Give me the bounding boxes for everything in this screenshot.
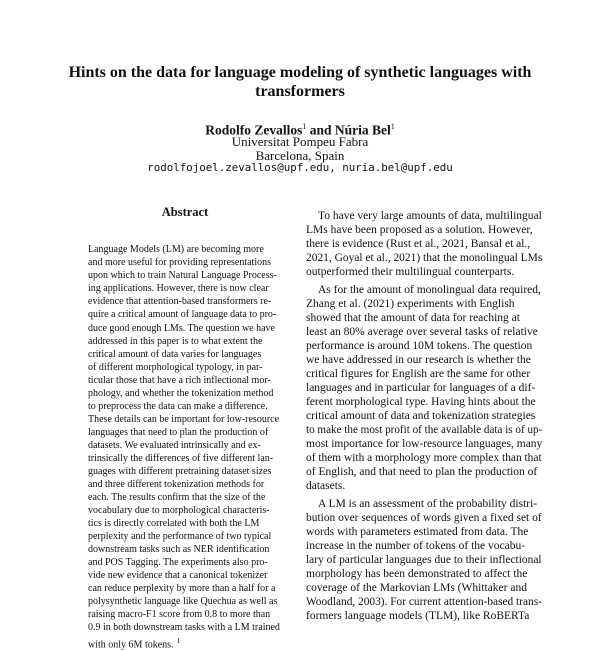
- title-line: transformers: [255, 83, 345, 100]
- body-line: outperformed their multilingual counterparts.: [306, 266, 515, 278]
- abstract-line: perplexity and the performance of two typical: [88, 531, 272, 542]
- body-line: ferent morphological type. Having hints about the: [306, 396, 536, 408]
- body-line: LMs have been proposed as a solution. However,: [306, 224, 533, 236]
- abstract-line: critical amount of data varies for languages: [88, 349, 262, 360]
- body-line: formers language models (TLM), like RoBERTa: [306, 610, 530, 622]
- abstract-line: vocabulary due to morphological characteris-: [88, 505, 270, 516]
- body-line: showed that the amount of data for reaching at: [306, 312, 520, 324]
- abstract-line: 0.9 in both downstream tasks with a LM trained: [88, 622, 280, 633]
- abstract-line: vide new evidence that a canonical tokenizer: [88, 570, 268, 581]
- body-line: of them with a morphology more complex than that: [306, 452, 542, 464]
- title-line: Hints on the data for language modeling of synthetic languages with: [68, 64, 532, 81]
- abstract-line: of different morphological typology, in par-: [88, 362, 263, 373]
- abstract-line: and POS Tagging. The experiments also pro-: [88, 557, 268, 568]
- abstract-line: phology, and whether the tokenization method: [88, 388, 274, 399]
- abstract-line: polysynthetic language like Quechua as well as: [88, 596, 278, 607]
- abstract-line: to preprocess the data can make a difference.: [88, 401, 268, 412]
- body-line: bution over sequences of words given a fixed set of: [306, 512, 542, 524]
- location: Barcelona, Spain: [255, 148, 345, 163]
- abstract-line: downstream tasks such as NER identification: [88, 544, 270, 555]
- abstract-line: and more useful for providing representations: [88, 257, 272, 268]
- abstract-line: guages with different pretraining dataset sizes: [88, 466, 272, 477]
- author-affil-mark: 1: [390, 122, 395, 131]
- body-line: to make the most profit of the available data is of up-: [306, 424, 543, 436]
- body-line: A LM is an assessment of the probability distri-: [318, 498, 538, 510]
- author-affil-mark: 1: [302, 122, 307, 131]
- body-line: To have very large amounts of data, multilingual: [318, 210, 542, 222]
- abstract-line: These details can be important for low-resource: [88, 414, 280, 425]
- author-name: Rodolfo Zevallos: [205, 122, 303, 138]
- abstract-line: with only 6M tokens. $^1$: [88, 637, 181, 651]
- abstract-line: ing applications. However, there is now clear: [88, 283, 269, 294]
- body-line: most importance for low-resource languages, many: [306, 438, 543, 450]
- body-line: Zhang et al. (2021) experiments with English: [306, 298, 515, 310]
- body-line: least an 80% average over several tasks of relative: [306, 326, 538, 338]
- abstract-line: upon which to train Natural Language Process-: [88, 270, 277, 281]
- body-line: coverage of the Markovian LMs (Whittaker and: [306, 582, 527, 594]
- author-separator: and: [306, 122, 335, 138]
- body-line: critical amount of data and tokenization strategies: [306, 410, 536, 422]
- body-line: increase in the number of tokens of the vocabu-: [306, 540, 526, 552]
- abstract-line: raising macro-F1 score from 0.8 to more than: [88, 609, 271, 620]
- abstract-line: Language Models (LM) are becoming more: [88, 244, 264, 255]
- affiliation: Universitat Pompeu Fabra: [231, 134, 369, 149]
- body-line: morphology has been demonstrated to affect the: [306, 568, 528, 580]
- abstract-line: trinsically the differences of five different lan-: [88, 453, 274, 464]
- footnote-mark: 1: [176, 637, 181, 645]
- body-line: languages and in particular for languages of a dif-: [306, 382, 536, 394]
- abstract-line: languages that need to plan the production of: [88, 427, 269, 438]
- author-name: Núria Bel: [334, 122, 391, 138]
- abstract-line: duce good enough LMs. The question we have: [88, 323, 275, 334]
- abstract-heading: Abstract: [161, 205, 209, 219]
- emails: rodolfojoel.zevallos@upf.edu, nuria.bel@upf.edu: [147, 161, 453, 174]
- abstract-line: quire a critical amount of language data to pro-: [88, 309, 277, 320]
- abstract-line: and three different tokenization methods for: [88, 479, 265, 490]
- body-line: words with parameters estimated from data. The: [306, 526, 529, 538]
- body-line: Woodland, 2003). For current attention-based trans-: [306, 596, 542, 608]
- body-line: datasets.: [306, 480, 346, 492]
- paper-title: [60, 63, 540, 101]
- body-line: lary of particular languages due to their inflectional: [306, 554, 542, 566]
- abstract-line: tics is directly correlated with both the LM: [88, 518, 260, 529]
- abstract-line: ticular those that have a rich inflectional mor-: [88, 375, 271, 386]
- abstract-line: can reduce perplexity by more than a half for a: [88, 583, 276, 594]
- body-line: there is evidence (Rust et al., 2021, Bansal et al.,: [306, 238, 531, 250]
- body-line: we have addressed in our research is whether the: [306, 354, 531, 366]
- abstract-line: datasets. We evaluated intrinsically and ex-: [88, 440, 261, 451]
- body-line: 2021, Goyal et al., 2021) that the monolingual LMs: [306, 252, 543, 264]
- abstract-line: each. The results confirm that the size of the: [88, 492, 266, 503]
- body-line: As for the amount of monolingual data required,: [318, 284, 541, 296]
- body-line: critical figures for English are the same for other: [306, 368, 531, 380]
- abstract-line: addressed in this paper is to what extent the: [88, 336, 263, 347]
- body-line: of English, and that need to plan the production of: [306, 466, 538, 478]
- body-line: performance is around 10M tokens. The question: [306, 340, 533, 352]
- abstract-line: evidence that attention-based transformers re-: [88, 296, 272, 307]
